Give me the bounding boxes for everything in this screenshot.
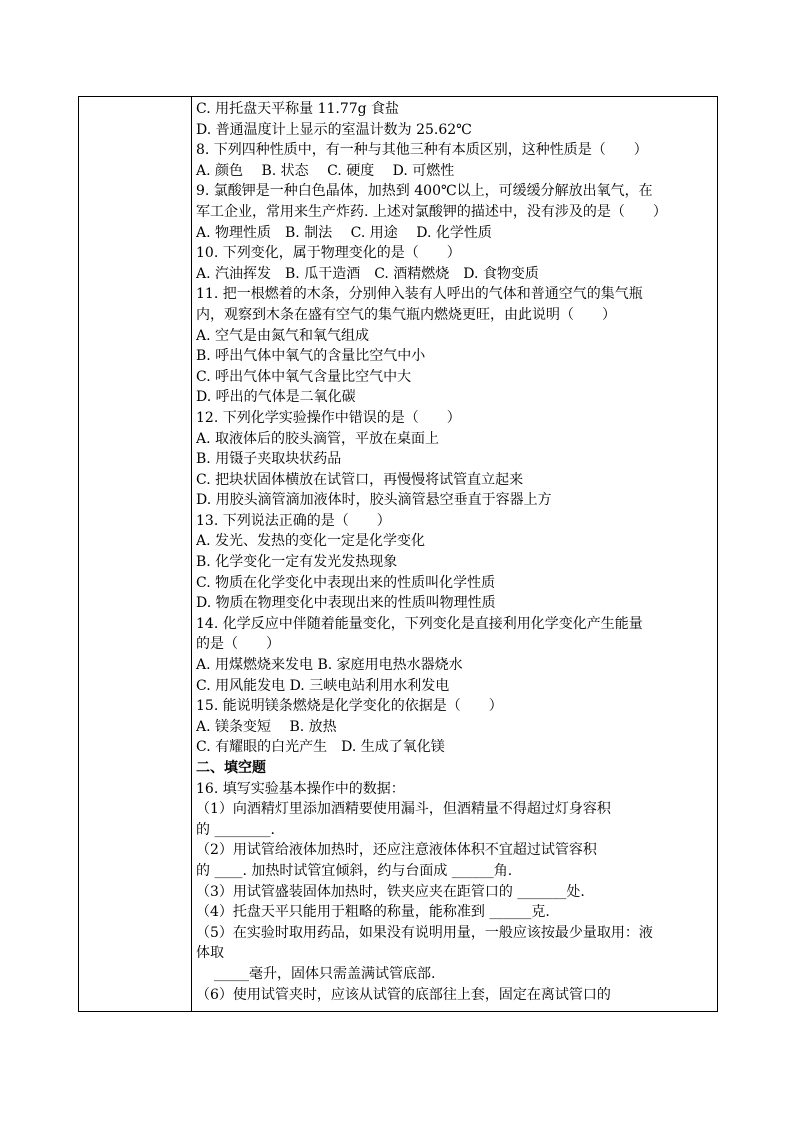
text-line: C. 物质在化学变化中表现出来的性质叫化学性质 bbox=[196, 574, 496, 591]
text-line: （3）用试管盛装固体加热时，铁夹应夹在距管口的 _______处. bbox=[196, 883, 585, 900]
text-line: A. 镁条变短 B. 放热 bbox=[196, 718, 337, 735]
text-line: 9. 氯酸钾是一种白色晶体，加热到 400℃以上，可缓缓分解放出氧气，在 bbox=[196, 183, 653, 200]
text-line: C. 有耀眼的白光产生 D. 生成了氧化镁 bbox=[196, 739, 445, 756]
text-line: （6）使用试管夹时，应该从试管的底部往上套，固定在离试管口的 bbox=[196, 986, 611, 1003]
text-line: 10. 下列变化，属于物理变化的是（ ） bbox=[196, 245, 461, 262]
worksheet-table bbox=[78, 96, 718, 1012]
text-line: C. 用托盘天平称量 11.77g 食盐 bbox=[196, 101, 400, 117]
text-line: A. 空气是由氮气和氧气组成 bbox=[196, 327, 370, 344]
text-line: A. 用煤燃烧来发电 B. 家庭用电热水器烧水 bbox=[196, 657, 463, 674]
text-line: 体取 bbox=[196, 945, 224, 962]
text-line: _____毫升，固体只需盖满试管底部. bbox=[214, 965, 436, 982]
questions-content bbox=[196, 99, 714, 1005]
left-column-cell bbox=[79, 97, 192, 1011]
text-line: B. 化学变化一定有发光发热现象 bbox=[196, 554, 398, 571]
text-line: 8. 下列四种性质中，有一种与其他三种有本质区别，这种性质是（ ） bbox=[196, 142, 648, 159]
text-line: 12. 下列化学实验操作中错误的是（ ） bbox=[196, 409, 461, 426]
text-line: B. 呼出气体中氧气的含量比空气中小 bbox=[196, 348, 426, 365]
text-line: （4）托盘天平只能用于粗略的称量，能称准到 ______克. bbox=[196, 904, 550, 921]
text-line: A. 汽油挥发 B. 瓜干造酒 C. 酒精燃烧 D. 食物变质 bbox=[196, 265, 539, 282]
text-line: C. 呼出气体中氧气含量比空气中大 bbox=[196, 368, 412, 385]
text-line: 的是（ ） bbox=[196, 636, 280, 653]
text-line: 15. 能说明镁条燃烧是化学变化的依据是（ ） bbox=[196, 698, 503, 715]
text-line: C. 把块状固体横放在试管口，再慢慢将试管直立起来 bbox=[196, 471, 524, 488]
text-line: A. 物理性质 B. 制法 C. 用途 D. 化学性质 bbox=[196, 224, 492, 241]
text-line: A. 取液体后的胶头滴管，平放在桌面上 bbox=[196, 430, 440, 447]
text-line: C. 用风能发电 D. 三峡电站利用水利发电 bbox=[196, 677, 450, 694]
text-line: B. 用镊子夹取块状药品 bbox=[196, 451, 342, 468]
text-line: （1）向酒精灯里添加酒精要使用漏斗，但酒精量不得超过灯身容积 bbox=[196, 801, 611, 818]
text-line: （5）在实验时取用药品，如果没有说明用量，一般应该按最少量取用：液 bbox=[196, 924, 653, 941]
text-line: D. 呼出的气体是二氧化碳 bbox=[196, 389, 356, 406]
text-line: D. 普通温度计上显示的室温计数为 25.62℃ bbox=[196, 121, 472, 138]
text-line: A. 发光、发热的变化一定是化学变化 bbox=[196, 533, 426, 550]
text-line: D. 用胶头滴管滴加液体时，胶头滴管悬空垂直于容器上方 bbox=[196, 492, 552, 509]
section-heading: 二、填空题 bbox=[196, 760, 266, 776]
text-line: 的 ________. bbox=[196, 821, 275, 838]
text-line: 16. 填写实验基本操作中的数据： bbox=[196, 780, 405, 797]
text-line: （2）用试管给液体加热时，还应注意液体体积不宜超过试管容积 bbox=[196, 842, 597, 859]
text-line: 的 ____. 加热时试管宜倾斜，约与台面成 ______角. bbox=[196, 862, 513, 879]
text-line: 11. 把一根燃着的木条，分别伸入装有人呼出的气体和普通空气的集气瓶 bbox=[196, 286, 643, 303]
text-line: 13. 下列说法正确的是（ ） bbox=[196, 512, 391, 529]
text-line: D. 物质在物理变化中表现出来的性质叫物理性质 bbox=[196, 595, 496, 612]
text-line: 内，观察到木条在盛有空气的集气瓶内燃烧更旺，由此说明（ ） bbox=[196, 306, 616, 323]
text-line: A. 颜色 B. 状态 C. 硬度 D. 可燃性 bbox=[196, 162, 455, 179]
text-line: 14. 化学反应中伴随着能量变化，下列变化是直接利用化学变化产生能量 bbox=[196, 615, 643, 632]
text-line: 军工企业，常用来生产炸药. 上述对氯酸钾的描述中，没有涉及的是（ ） bbox=[196, 203, 667, 220]
